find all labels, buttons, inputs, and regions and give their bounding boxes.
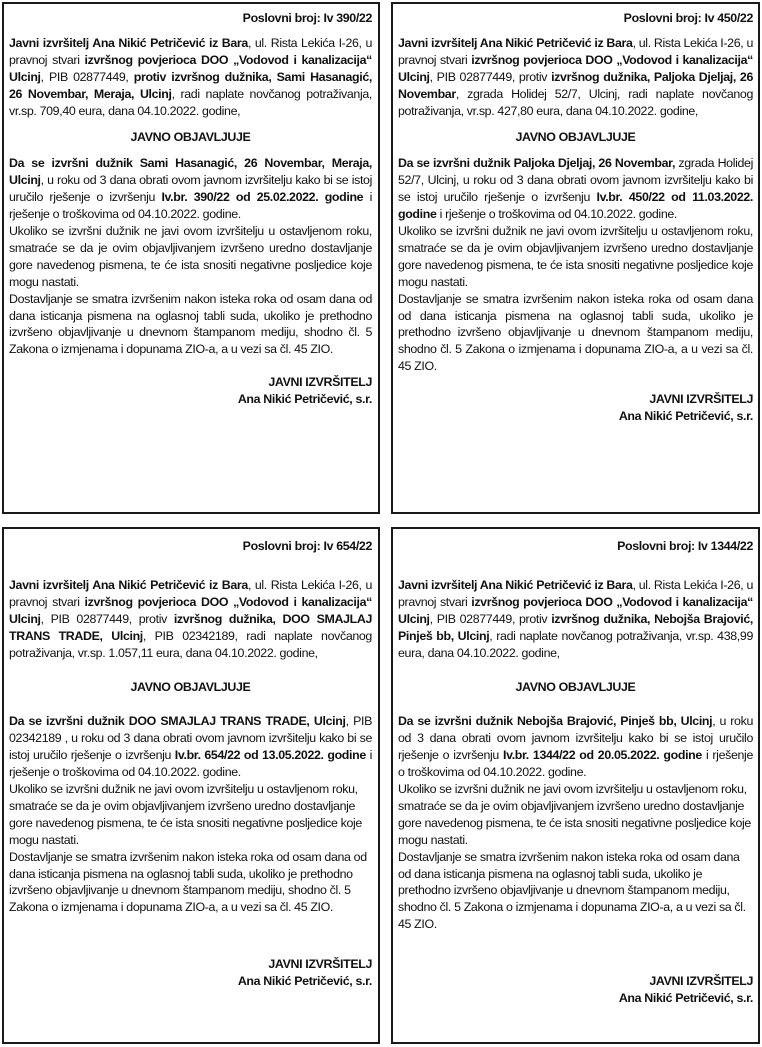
signature-block xyxy=(9,956,372,990)
text-run: i rješenje o troškovima od 04.10.2022. godine. xyxy=(9,190,372,222)
text-run: , ul. Rista Lekića I-26, u pravnoj stvari xyxy=(9,35,373,67)
bold-text-run: Da se izvršni dužnik DOO SMAJLAJ TRANS TRADE, Ulcinj xyxy=(9,714,346,729)
delivery-paragraph: Dostavljanje se smatra izvršenim nakon isteka roka od osam dana od dana isticanja pismena na oglasnoj tabli suda, ukoliko je prethodno izvršeno objavljivanje u dnevnom štampanom mediju, shodno čl. 5 Zakona o izmjenama i dopunama ZIO-a, a u vezi sa čl. 45 ZIO. xyxy=(9,291,372,357)
bold-text-run: izvršnog dužnika, DOO SMAJLAJ TRANS TRADE, Ulcinj xyxy=(9,611,372,643)
text-run: , ul. Rista Lekića I-26, u pravnoj stvari xyxy=(9,577,373,609)
text-run: i rješenje o troškovima od 04.10.2022. godine. xyxy=(398,748,753,780)
announcement-heading: JAVNO OBJAVLJUJE xyxy=(130,680,251,695)
notice-iv-654 xyxy=(9,538,372,990)
text-run: , PIB 02342189 , u roku od 3 dana obrati ovom javnom izvršitelju kako bi se istoj uručilo rješenje o izvršenju xyxy=(9,714,373,763)
intro-paragraph xyxy=(398,35,753,120)
bold-text-run: izvršnog povjerioca DOO „Vodovod i kanalizacija“ Ulcinj xyxy=(398,52,753,84)
signature-title: JAVNI IZVRŠITELJ xyxy=(649,974,753,989)
signature-name: Ana Nikić Petričević, s.r. xyxy=(618,991,753,1006)
text-run: , ul. Rista Lekića I-26, u pravnoj stvari xyxy=(398,577,753,609)
text-run: zgrada Holidej 52/7, Ulcinj, u roku od 3 dana obrati ovom javnom izvršitelju kako bi se istoj uručilo rješenje o izvršenju xyxy=(398,156,753,205)
spacer xyxy=(398,563,753,577)
signature-title: JAVNI IZVRŠITELJ xyxy=(268,957,372,972)
notice-iv-1344 xyxy=(398,538,753,1007)
intro-paragraph xyxy=(398,577,753,662)
bold-text-run: Da se izvršni dužnik Sami Hasanagić, 26 Novembar, Meraja, Ulcinj xyxy=(9,156,372,188)
text-run: , radi naplate novčanog potraživanja, vr.sp. 709,40 eura, dana 04.10.2022. godine, xyxy=(9,86,372,118)
bold-text-run: Iv.br. 390/22 od 25.02.2022. godine xyxy=(161,190,364,205)
announcement-heading: JAVNO OBJAVLJUJE xyxy=(515,130,636,145)
announcement-heading: JAVNO OBJAVLJUJE xyxy=(130,130,251,145)
text-run: , u roku od 3 dana obrati ovom javnom izvršitelju kako bi se istoj uručilo rješenje o izvršenju xyxy=(9,173,372,205)
text-run: , PIB 02877449, protiv xyxy=(429,611,552,626)
case-number: Poslovni broj: Iv 450/22 xyxy=(623,11,753,25)
bold-text-run: izvršnog dužnika, Nebojša Brajović, Pinješ bb, Ulcinj xyxy=(398,611,753,643)
bold-text-run: izvršnog dužnika, Paljoka Djeljaj, 26 Novembar xyxy=(398,69,753,101)
signature-name: Ana Nikić Petričević, s.r. xyxy=(237,974,372,989)
text-run: , u roku od 3 dana obrati ovom javnom izvršitelju kako bi se istoj uručilo rješenje o izvršenju xyxy=(398,714,753,763)
text-run: , radi naplate novčanog potraživanja, vr.sp. 438,99 eura, dana 04.10.2022. godine, xyxy=(398,628,753,660)
debtor-paragraph xyxy=(9,155,372,223)
bold-text-run: Javni izvršitelj Ana Nikić Petričević iz Bara xyxy=(398,577,633,592)
bold-text-run: protiv izvršnog dužnika, Sami Hasanagić, 26 Novembar, Meraja, Ulcinj xyxy=(9,69,373,101)
text-run: , PIB 02877449, xyxy=(40,69,134,84)
signature-block xyxy=(398,391,753,425)
case-number: Poslovni broj: Iv 1344/22 xyxy=(617,539,753,553)
case-number: Poslovni broj: Iv 654/22 xyxy=(242,539,372,553)
consequence-paragraph: Ukoliko se izvršni dužnik ne javi ovom izvršitelju u ostavljenom roku, smatraće se da je ovim objavljivanjem izvršeno uredno dostavljanje gore navedenog pismena, te će ista snositi negativne posljedice koje mogu nastati. xyxy=(398,223,753,289)
signature-title: JAVNI IZVRŠITELJ xyxy=(649,392,753,407)
bold-text-run: Javni izvršitelj Ana Nikić Petričević iz Bara xyxy=(398,35,633,50)
text-run: i rješenje o troškovima od 04.10.2022. godine. xyxy=(9,748,372,780)
bold-text-run: izvršnog povjerioca DOO „Vodovod i kanalizacija“ Ulcinj xyxy=(398,594,753,626)
bold-text-run: izvršnog povjerioca DOO „Vodovod i kanalizacija“ Ulcinj xyxy=(9,52,372,84)
bold-text-run: izvršnog povjerioca DOO „Vodovod i kanalizacija“ Ulcinj xyxy=(9,594,372,626)
intro-paragraph xyxy=(9,35,372,120)
bold-text-run: Javni izvršitelj Ana Nikić Petričević iz Bara xyxy=(9,577,248,592)
consequence-paragraph: Ukoliko se izvršni dužnik ne javi ovom izvršitelju u ostavljenom roku, smatraće se da je ovim objavljivanjem izvršeno uredno dostavljanje gore navedenog pismena, te će ista snositi negativne posljedice koje mogu nastati. xyxy=(9,223,372,289)
consequence-paragraph: Ukoliko se izvršni dužnik ne javi ovom izvršitelju u ostavljenom roku, smatraće se da je ovim objavljivanjem izvršeno uredno dostavljanje gore navedenog pismena, te će ista snositi negativne posljedice koje mogu nastati. xyxy=(9,781,362,847)
signature-block xyxy=(9,374,372,408)
intro-paragraph xyxy=(9,577,372,662)
text-run: , PIB 02342189, radi naplate novčanog potraživanja, vr.sp. 1.057,11 eura, dana 04.10.2022. godine, xyxy=(9,628,372,660)
delivery-paragraph: Dostavljanje se smatra izvršenim nakon isteka roka od osam dana od dana isticanja pismena na oglasnoj tabli suda, ukoliko je prethodno izvršeno objavljivanje u dnevnom štampanom mediju, shodno čl. 5 Zakona o izmjenama i dopunama ZIO-a, a u vezi sa čl. 45 ZIO. xyxy=(398,849,746,932)
signature-block xyxy=(398,973,753,1007)
delivery-paragraph: Dostavljanje se smatra izvršenim nakon isteka roka od osam dana od dana isticanja pismena na oglasnoj tabli suda, ukoliko je prethodno izvršeno objavljivanje u dnevnom štampanom mediju, shodno čl. 5 Zakona o izmjenama i dopunama ZIO-a, a u vezi sa čl. 45 ZIO. xyxy=(9,849,367,915)
announcement-heading: JAVNO OBJAVLJUJE xyxy=(515,680,636,695)
text-run: , zgrada Holidej 52/7, Ulcinj, radi naplate novčanog potraživanja, vr.sp. 427,80 eura, dana 04.10.2022. godine, xyxy=(398,86,753,118)
bold-text-run: Da se izvršni dužnik Nebojša Brajović, Pinješ bb, Ulcinj xyxy=(398,714,713,729)
debtor-paragraph xyxy=(398,713,753,781)
bold-text-run: Iv.br. 450/22 od 11.03.2022. godine xyxy=(398,190,753,222)
signature-name: Ana Nikić Petričević, s.r. xyxy=(237,392,372,407)
text-run: i rješenje o troškovima od 04.10.2022. godine. xyxy=(436,207,677,222)
bold-text-run: Da se izvršni dužnik Paljoka Djeljaj, 26 Novembar, xyxy=(398,156,676,171)
bold-text-run: Iv.br. 654/22 od 13.05.2022. godine xyxy=(174,748,366,763)
delivery-paragraph: Dostavljanje se smatra izvršenim nakon isteka roka od osam dana od dana isticanja pismena na oglasnoj tabli suda, ukoliko je prethodno izvršeno objavljivanje u dnevnom štampanom mediju, shodno čl. 5 Zakona o izmjenama i dopunama ZIO-a, a u vezi sa čl. 45 ZIO. xyxy=(398,291,753,374)
signature-title: JAVNI IZVRŠITELJ xyxy=(268,375,372,390)
debtor-paragraph xyxy=(398,155,753,223)
signature-name: Ana Nikić Petričević, s.r. xyxy=(618,409,753,424)
case-number: Poslovni broj: Iv 390/22 xyxy=(242,11,372,25)
text-run: , ul. Rista Lekića I-26, u pravnoj stvari xyxy=(398,35,753,67)
notice-iv-390 xyxy=(9,10,372,408)
text-run: , PIB 02877449, protiv xyxy=(429,69,552,84)
bold-text-run: Iv.br. 1344/22 od 20.05.2022. godine xyxy=(502,748,702,763)
notice-iv-450 xyxy=(398,10,753,425)
text-run: , PIB 02877449, protiv xyxy=(40,611,174,626)
bold-text-run: Javni izvršitelj Ana Nikić Petričević iz Bara xyxy=(9,35,248,50)
consequence-paragraph: Ukoliko se izvršni dužnik ne javi ovom izvršitelju u ostavljenom roku, smatraće se da je ovim objavljivanjem izvršeno uredno dostavljanje gore navedenog pismena, te će ista snositi negativne posljedice koje mogu nastati. xyxy=(398,781,751,847)
debtor-paragraph xyxy=(9,713,372,781)
spacer xyxy=(9,563,372,577)
